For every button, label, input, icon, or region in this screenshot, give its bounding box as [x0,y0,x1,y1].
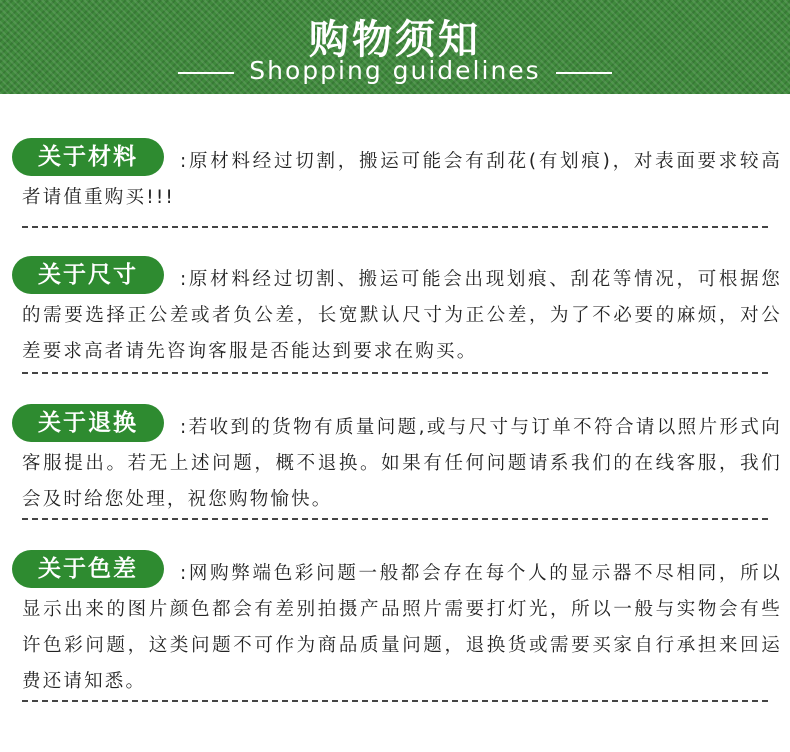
section-text-color: :网购弊端色彩问题一般都会存在每个人的显示器不尽相同，所以显示出来的图片颜色都会有差别拍摄产品照片需要打灯光，所以一般与实物会有些许色彩问题，这类问题不可作为商品质量问题，退换货或需要买家自行承担来回运费还请知悉。 [22,563,782,692]
section-badge-return: 关于退换 [12,404,164,442]
dashed-divider [22,700,768,702]
page-title: 购物须知 [309,17,481,63]
header-banner [0,0,790,94]
section-badge-material: 关于材料 [12,138,164,176]
dashed-divider [22,226,768,228]
section-badge-color: 关于色差 [12,550,164,588]
header-right-rule [556,72,612,74]
page-subtitle: Shopping guidelines [249,56,541,85]
section-text-return: :若收到的货物有质量问题,或与尺寸与订单不符合请以照片形式向客服提出。若无上述问题，概不退换。如果有任何问题请系我们的在线客服，我们会及时给您处理，祝您购物愉快。 [22,417,782,510]
section-badge-size: 关于尺寸 [12,256,164,294]
dashed-divider [22,518,768,520]
section-text-material: :原材料经过切割，搬运可能会有刮花(有划痕)，对表面要求较高者请值重购买!!! [22,151,782,208]
dashed-divider [22,372,768,374]
section-text-size: :原材料经过切割、搬运可能会出现划痕、刮花等情况，可根据您的需要选择正公差或者负公差，长宽默认尺寸为正公差，为了不必要的麻烦，对公差要求高者请先咨询客服是否能达到要求在购买。 [22,269,782,362]
